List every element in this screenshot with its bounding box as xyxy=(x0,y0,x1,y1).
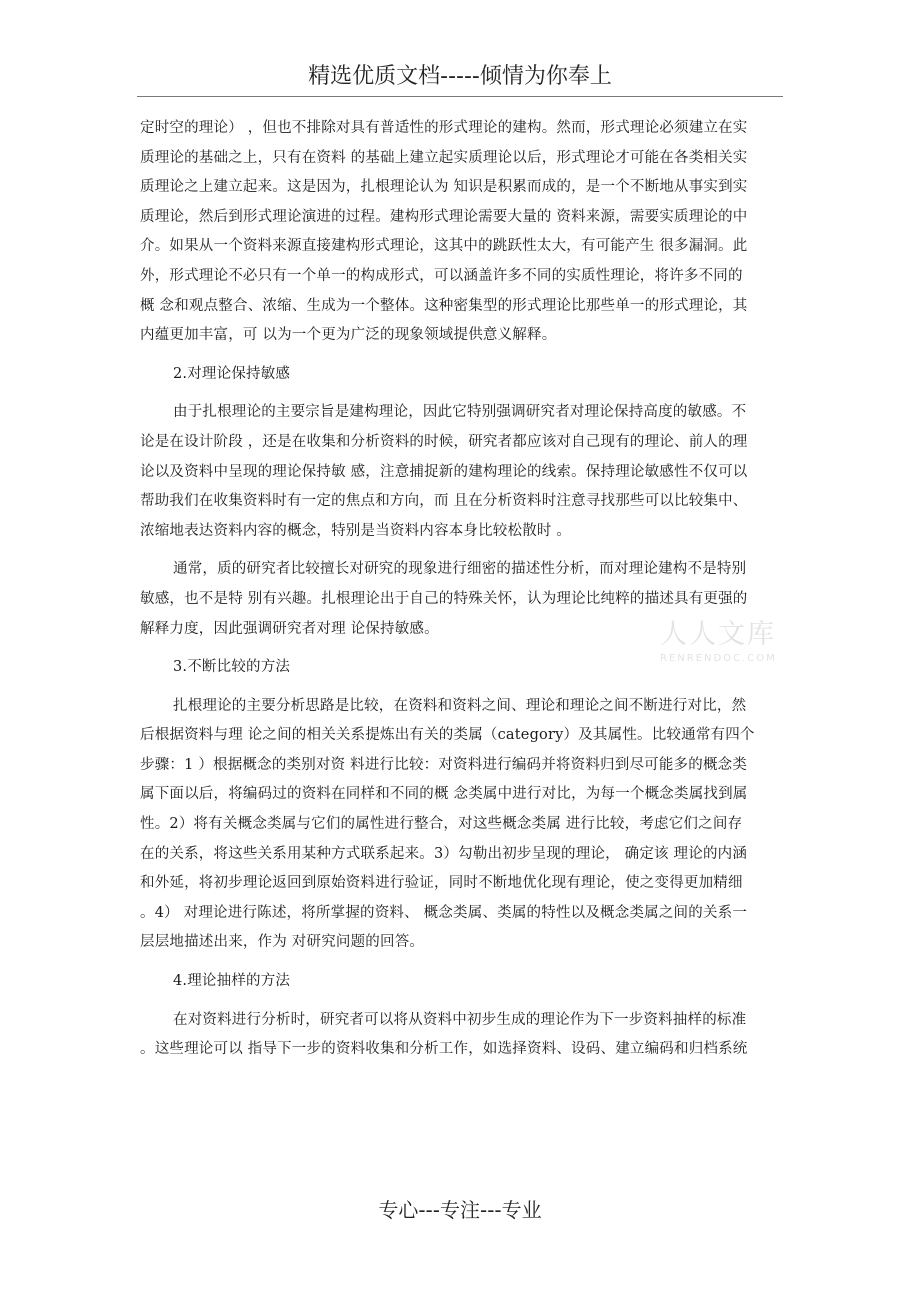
text-line: 在的关系，将这些关系用某种方式联系起来。3）勾勒出初步呈现的理论， 确定该 理论的内涵 xyxy=(140,845,748,862)
text-line: 质理论，然后到形式理论演进的过程。建构形式理论需要大量的 资料来源，需要实质理论的中 xyxy=(140,208,748,225)
text-line: 步骤：1 ）根据概念的类别对资 料进行比较：对资料进行编码并将资料归到尽可能多的概念类 xyxy=(140,756,748,773)
text-line: 通常，质的研究者比较擅长对研究的现象进行细密的描述性分析，而对理论建构不是特别 xyxy=(173,561,747,578)
text-line: 质理论的基础之上，只有在资料 的基础上建立起实质理论以后，形式理论才可能在各类相关实 xyxy=(140,149,748,166)
text-line: 。4） 对理论进行陈述，将所掌握的资料、 概念类属、类属的特性以及概念类属之间的关系一 xyxy=(140,904,748,921)
text-line: 扎根理论的主要分析思路是比较，在资料和资料之间、理论和理论之间不断进行对比，然 xyxy=(173,697,747,714)
text-line: 后根据资料与理 论之间的相关关系提炼出有关的类属（category）及其属性。比较通常有四个 xyxy=(140,727,755,744)
text-line: 概 念和观点整合、浓缩、生成为一个整体。这种密集型的形式理论比那些单一的形式理论，其 xyxy=(140,297,748,314)
paragraph-sensitivity xyxy=(140,398,785,546)
text-line: 定时空的理论） ，但也不排除对具有普适性的形式理论的建构。然而，形式理论必须建立在实 xyxy=(140,120,748,136)
header-divider xyxy=(137,96,783,97)
paragraph-comparison xyxy=(140,692,785,958)
text-line: 性。2）将有关概念类属与它们的属性进行整合，对这些概念类属 进行比较，考虑它们之间存 xyxy=(140,816,743,833)
text-line: 论是在设计阶段 ，还是在收集和分析资料的时候，研究者都应该对自己现有的理论、前人的理 xyxy=(140,433,748,450)
text-line: 和外延，将初步理论返回到原始资料进行验证，同时不断地优化现有理论，使之变得更加精细 xyxy=(140,875,743,892)
text-line: 论以及资料中呈现的理论保持敏 感，注意捕捉新的建构理论的线索。保持理论敏感性不仅可以 xyxy=(140,463,748,480)
text-line: 由于扎根理论的主要宗旨是建构理论，因此它特别强调研究者对理论保持高度的敏感。不 xyxy=(173,404,747,421)
text-line: 质理论之上建立起来。这是因为，扎根理论认为 知识是积累而成的，是一个不断地从事实到实 xyxy=(140,179,748,196)
text-line: 。这些理论可以 指导下一步的资料收集和分析工作，如选择资料、设码、建立编码和归档系统 xyxy=(140,1041,748,1058)
document-body xyxy=(140,114,785,1065)
section-heading-constant-comparison: 3.不断比较的方法 xyxy=(173,659,291,676)
text-line: 外，形式理论不必只有一个单一的构成形式，可以涵盖许多不同的实质性理论，将许多不同的 xyxy=(140,267,743,284)
text-line: 在对资料进行分析时，研究者可以将从资料中初步生成的理论作为下一步资料抽样的标准 xyxy=(173,1011,747,1028)
text-line: 属下面以后，将编码过的资料在同样和不同的概 念类属中进行对比，为每一个概念类属找到属 xyxy=(140,786,748,803)
text-line: 内蕴更加丰富，可 以为一个更为广泛的现象领域提供意义解释。 xyxy=(140,327,557,344)
text-line: 敏感，也不是特 别有兴趣。扎根理论出于自己的特殊关怀，认为理论比纯粹的描述具有更强的 xyxy=(140,590,748,607)
section-heading-theoretical-sampling: 4.理论抽样的方法 xyxy=(173,973,291,990)
paragraph-sampling xyxy=(140,1006,785,1065)
text-line: 解释力度，因此强调研究者对理 论保持敏感。 xyxy=(140,620,439,637)
section-heading-theory-sensitivity: 2.对理论保持敏感 xyxy=(173,365,291,382)
text-line: 浓缩地表达资料内容的概念，特别是当资料内容本身比较松散时 。 xyxy=(140,522,572,539)
watermark-title: 人人文库 xyxy=(660,619,776,650)
watermark-subtitle: RENRENDOC.COM xyxy=(660,653,777,664)
text-line: 帮助我们在收集资料时有一定的焦点和方向，而 且在分析资料时注意寻找那些可以比较集中、 xyxy=(140,493,748,510)
page-footer: 专心---专注---专业 xyxy=(378,1198,542,1222)
text-line: 介。如果从一个资料来源直接建构形式理论，这其中的跳跃性太大，有可能产生 很多漏洞。此 xyxy=(140,238,748,255)
page-header: 精选优质文档-----倾情为你奉上 xyxy=(308,64,612,89)
text-line: 层层地描述出来，作为 对研究问题的回答。 xyxy=(140,934,425,951)
paragraph-formal-theory xyxy=(140,114,785,351)
paragraph-qualitative-researchers xyxy=(140,555,785,644)
